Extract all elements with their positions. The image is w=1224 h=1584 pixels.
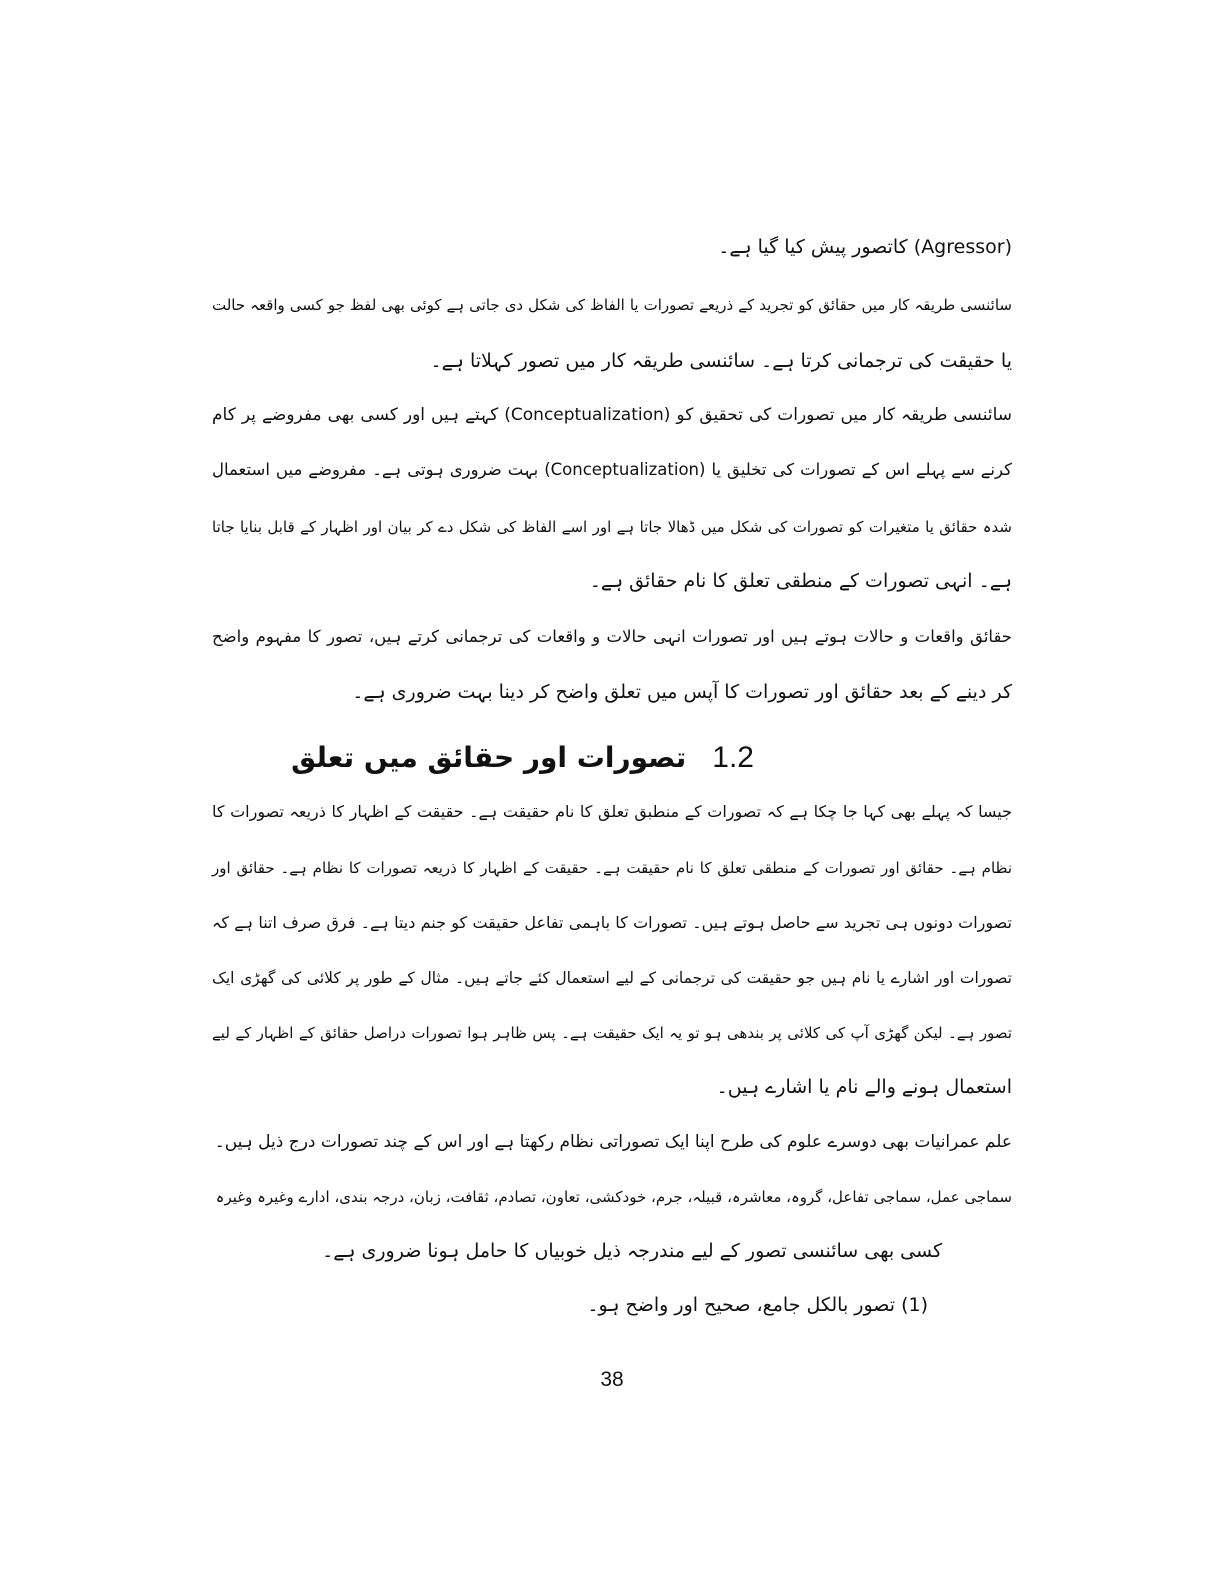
section-number: 1.2: [712, 741, 754, 774]
paragraph-line-1: (Agressor) کاتصور پیش کیا گیا ہے۔: [718, 236, 1012, 258]
paragraph-line-12: تصورات دونوں ہی تجرید سے حاصل ہوتے ہیں۔ تصورات کا باہمی تفاعل حقیقت کو جنم دیتا ہے۔ فرق صرف اتنا ہے کہ: [212, 913, 1012, 932]
paragraph-line-6: شدہ حقائق یا متغیرات کو تصورات کی شکل میں ڈھالا جاتا ہے اور اسے الفاظ کی شکل دے کر بیان اور اظہار کے قابل بنایا جاتا: [212, 518, 1012, 536]
list-item-1: (1) تصور بالکل جامع، صحیح اور واضح ہو۔: [587, 1294, 928, 1316]
paragraph-line-16: علم عمرانیات بھی دوسرے علوم کی طرح اپنا ایک تصوراتی نظام رکھتا ہے اور اس کے چند تصورات درج ذیل ہیں۔: [214, 1132, 1012, 1152]
paragraph-line-15: استعمال ہونے والے نام یا اشارے ہیں۔: [716, 1076, 1012, 1098]
paragraph-line-18: کسی بھی سائنسی تصور کے لیے مندرجہ ذیل خوبیاں کا حامل ہونا ضروری ہے۔: [322, 1240, 942, 1262]
page-number: 38: [600, 1368, 624, 1391]
paragraph-line-11: نظام ہے۔ حقائق اور تصورات کے منطقی تعلق کا نام حقیقت ہے۔ حقیقت کے اظہار کا ذریعہ تصورات کا نظام ہے۔ حقائق اور: [212, 859, 1012, 877]
paragraph-line-13: تصورات اور اشارے یا نام ہیں جو حقیقت کی ترجمانی کے لیے استعمال کئے جاتے ہیں۔ مثال کے طور پر کلائی کی گھڑی ایک: [212, 969, 1012, 987]
paragraph-line-7: ہے۔ انہی تصورات کے منطقی تعلق کا نام حقائق ہے۔: [589, 570, 1012, 592]
section-title: تصورات اور حقائق میں تعلق: [291, 741, 687, 774]
paragraph-line-17: سماجی عمل، سماجی تفاعل، گروہ، معاشرہ، قبیلہ، جرم، خودکشی، تعاون، تصادم، ثقافت، زبان، درجہ بندی، ادارے وغیرہ وغیرہ: [215, 1188, 1012, 1206]
paragraph-line-2: سائنسی طریقہ کار میں حقائق کو تجرید کے ذریعے تصورات یا الفاظ کی شکل دی جاتی ہے کوئی بھی لفظ جو کسی واقعہ حالت: [212, 296, 1012, 314]
paragraph-line-14: تصور ہے۔ لیکن گھڑی آپ کی کلائی پر بندھی ہو تو یہ ایک حقیقت ہے۔ پس ظاہر ہوا تصورات دراصل حقائق کے اظہار کے لیے: [212, 1024, 1012, 1042]
paragraph-line-5: کرنے سے پہلے اس کے تصورات کی تخلیق یا (Conceptualization) بہت ضروری ہوتی ہے۔ مفروضے میں استعمال: [212, 460, 1012, 479]
paragraph-line-10: جیسا کہ پہلے بھی کہا جا چکا ہے کہ تصورات کے منطبق تعلق کا نام حقیقت ہے۔ حقیقت کے اظہار کا ذریعہ تصورات کا: [212, 802, 1012, 821]
paragraph-line-9: کر دینے کے بعد حقائق اور تصورات کا آپس میں تعلق واضح کر دینا بہت ضروری ہے۔: [352, 681, 1012, 703]
paragraph-line-8: حقائق واقعات و حالات ہوتے ہیں اور تصورات انہی حالات و واقعات کی ترجمانی کرتے ہیں، تصور کا مفہوم واضح: [212, 627, 1012, 646]
paragraph-line-3: یا حقیقت کی ترجمانی کرتا ہے۔ سائنسی طریقہ کار میں تصور کہلاتا ہے۔: [430, 350, 1012, 372]
paragraph-line-4: سائنسی طریقہ کار میں تصورات کی تحقیق کو (Conceptualization) کہتے ہیں اور کسی بھی مفروضے پر کام: [212, 405, 1012, 425]
section-heading: [291, 738, 754, 778]
